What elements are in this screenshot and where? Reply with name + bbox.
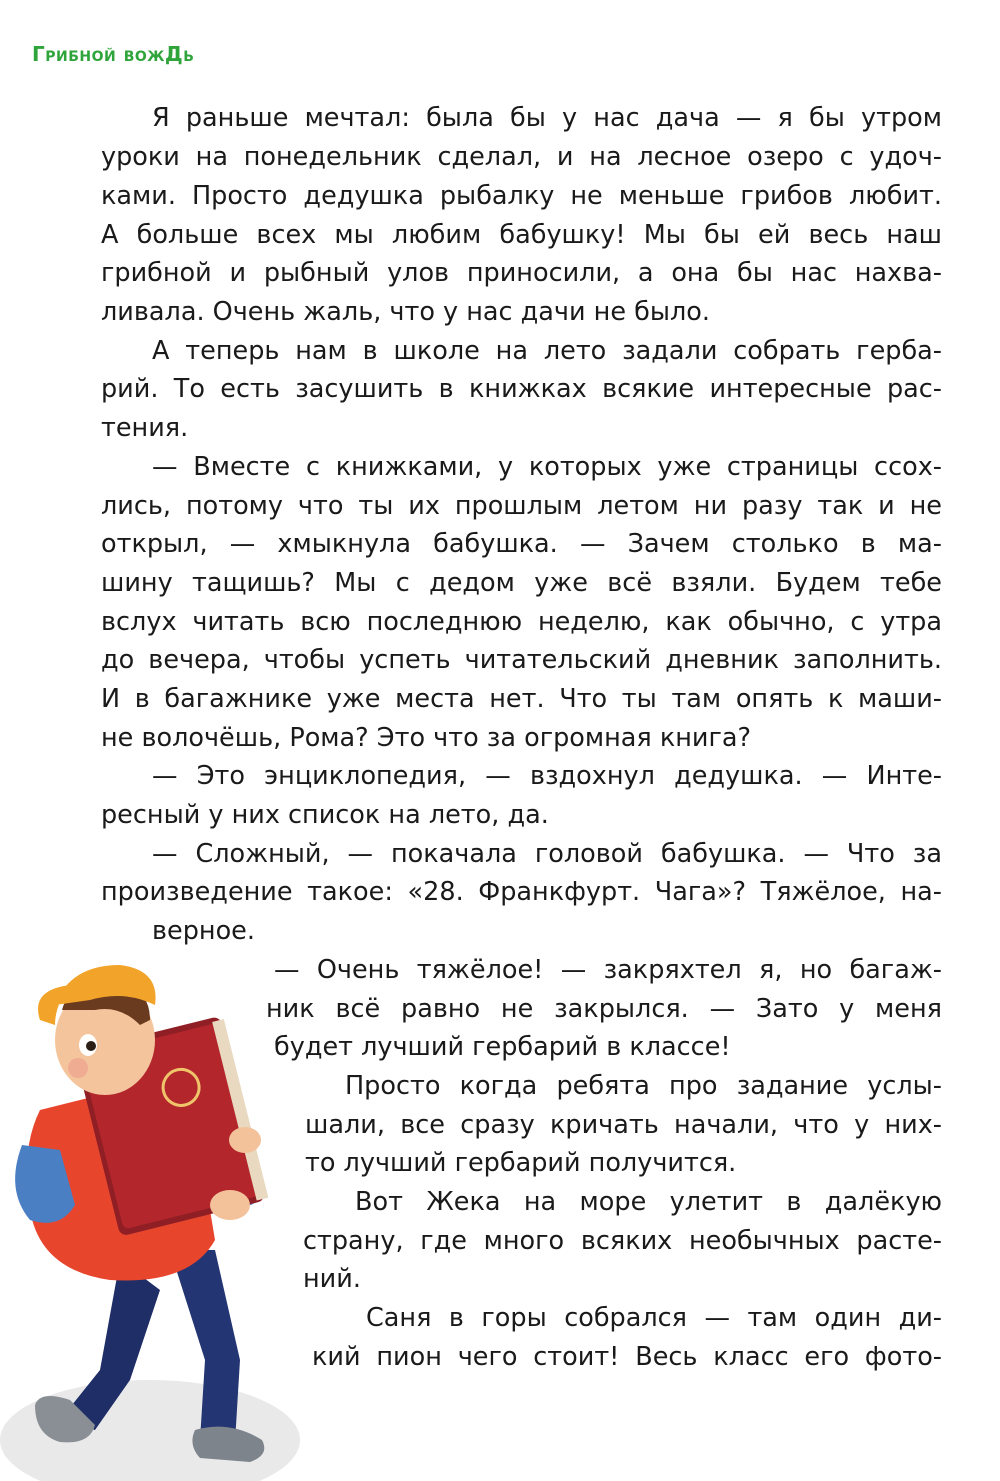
running-header: Грибной вожДь bbox=[32, 42, 195, 66]
text-line: открыл, — хмыкнула бабушка. — Зачем столько в ма- bbox=[101, 529, 942, 559]
text-line: произведение такое: «28. Франкфурт. Чага»? Тяжёлое, на- bbox=[101, 877, 942, 907]
text-line: будет лучший гербарий в классе! bbox=[274, 1032, 731, 1062]
text-line: — Сложный, — покачала головой бабушка. — Что за bbox=[152, 839, 942, 869]
text-line: И в багажнике уже места нет. Что ты там опять к маши- bbox=[101, 684, 942, 714]
text-line: то лучший гербарий получится. bbox=[305, 1148, 737, 1178]
text-line: ний. bbox=[303, 1264, 361, 1294]
text-line: шину тащишь? Мы с дедом уже всё взяли. Будем тебе bbox=[101, 568, 942, 598]
text-line: рий. То есть засушить в книжках всякие интересные рас- bbox=[101, 374, 942, 404]
text-line: шали, все сразу кричать начали, что у них- bbox=[305, 1110, 942, 1140]
text-line: — Это энциклопедия, — вздохнул дедушка. — Инте- bbox=[152, 761, 942, 791]
text-line: ресный у них список на лето, да. bbox=[101, 800, 549, 830]
text-line: Вот Жека на море улетит в далёкую bbox=[355, 1187, 942, 1217]
text-line: вслух читать всю последнюю неделю, как обычно, с утра bbox=[101, 607, 942, 637]
text-line: лись, потому что ты их прошлым летом ни разу так и не bbox=[101, 491, 942, 521]
text-line: Я раньше мечтал: была бы у нас дача — я бы утром bbox=[152, 103, 942, 133]
text-line: ливала. Очень жаль, что у нас дачи не было. bbox=[101, 297, 711, 327]
text-line: — Вместе с книжками, у которых уже страницы ссох- bbox=[152, 452, 942, 482]
text-line: не волочёшь, Рома? Это что за огромная книга? bbox=[101, 723, 752, 753]
text-line: Саня в горы собрался — там один ди- bbox=[366, 1303, 942, 1333]
boy-carrying-book-illustration bbox=[0, 950, 300, 1481]
text-line: до вечера, чтобы успеть читательский дневник заполнить. bbox=[101, 645, 942, 675]
text-line: страну, где много всяких необычных расте- bbox=[303, 1226, 942, 1256]
text-line: — Очень тяжёлое! — закряхтел я, но багаж- bbox=[274, 955, 942, 985]
text-line: ник всё равно не закрылся. — Зато у меня bbox=[266, 994, 942, 1024]
text-line: уроки на понедельник сделал, и на лесное озеро с удоч- bbox=[101, 142, 942, 172]
text-line: Просто когда ребята про задание услы- bbox=[345, 1071, 942, 1101]
text-line: кий пион чего стоит! Весь класс его фото- bbox=[312, 1342, 942, 1372]
text-line: верное. bbox=[152, 916, 255, 946]
text-line: А больше всех мы любим бабушку! Мы бы ей весь наш bbox=[101, 220, 942, 250]
text-line: грибной и рыбный улов приносили, а она бы нас нахва- bbox=[101, 258, 942, 288]
text-line: тения. bbox=[101, 413, 189, 443]
text-line: А теперь нам в школе на лето задали собрать герба- bbox=[152, 336, 942, 366]
text-line: ками. Просто дедушка рыбалку не меньше грибов любит. bbox=[101, 181, 942, 211]
